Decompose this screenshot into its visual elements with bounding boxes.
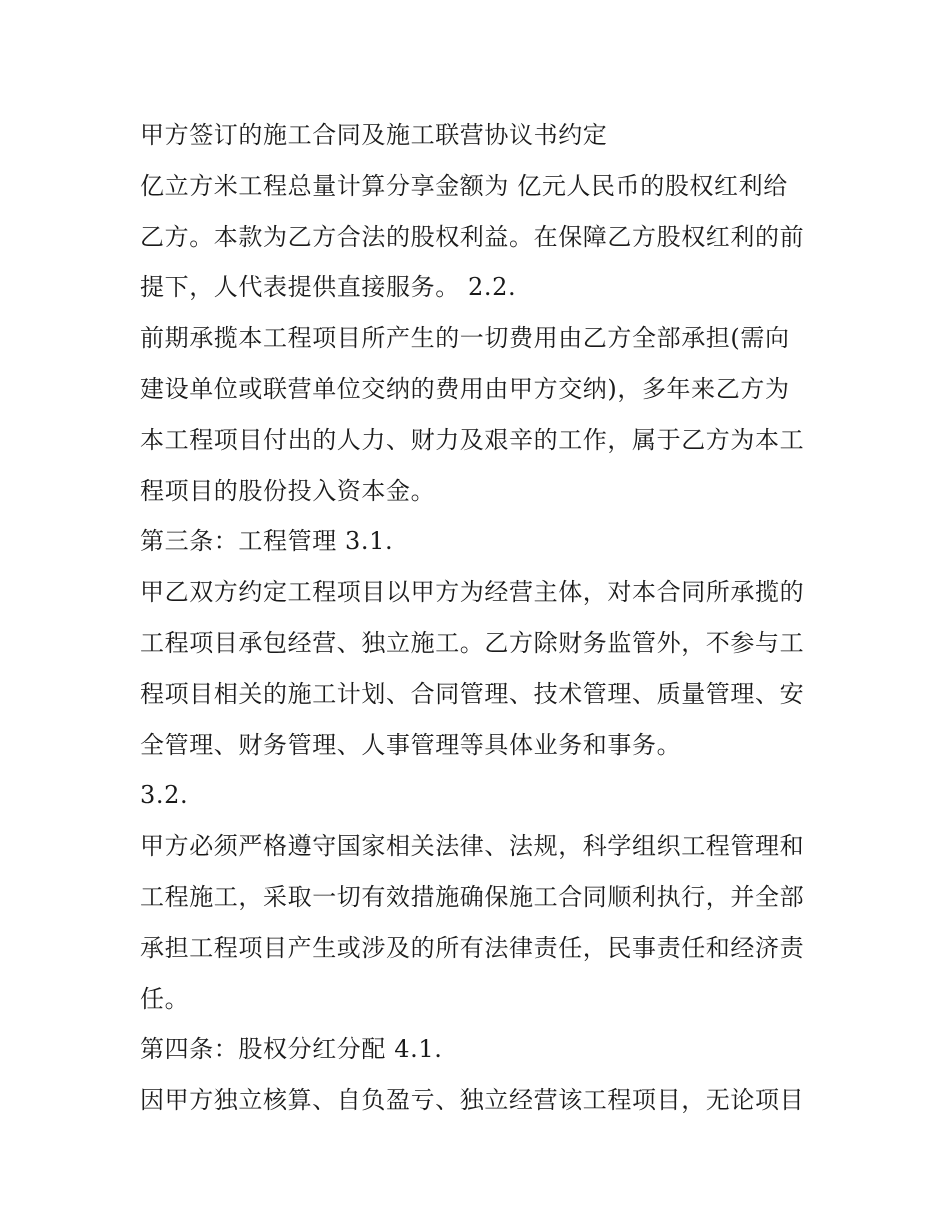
text-line: 建设单位或联营单位交纳的费用由甲方交纳)，多年来乙方为 bbox=[140, 374, 790, 403]
text-line: 亿立方米工程总量计算分享金额为 亿元人民币的股权红利给 bbox=[140, 171, 788, 200]
text-line: 程项目相关的施工计划、合同管理、技术管理、质量管理、安 bbox=[140, 679, 805, 708]
text-line: 甲方签订的施工合同及施工联营协议书约定 bbox=[140, 121, 608, 149]
text-line: 本工程项目付出的人力、财力及艰辛的工作，属于乙方为本工 bbox=[140, 425, 805, 454]
text-line: 提下，人代表提供直接服务。 2.2. bbox=[140, 273, 517, 302]
text-line: 承担工程项目产生或涉及的所有法律责任，民事责任和经济责 bbox=[140, 933, 805, 962]
text-line: 甲乙双方约定工程项目以甲方为经营主体，对本合同所承揽的 bbox=[140, 578, 805, 607]
text-line: 因甲方独立核算、自负盈亏、独立经营该工程项目，无论项目 bbox=[140, 1086, 805, 1115]
text-line: 甲方必须严格遵守国家相关法律、法规，科学组织工程管理和 bbox=[140, 832, 805, 861]
contract-text-block bbox=[140, 110, 830, 1126]
text-line: 全管理、财务管理、人事管理等具体业务和事务。 bbox=[140, 730, 682, 759]
text-line: 前期承揽本工程项目所产生的一切费用由乙方全部承担(需向 bbox=[140, 324, 790, 353]
section-heading-4: 第四条：股权分红分配 4.1. bbox=[140, 1035, 443, 1064]
clause-number: 3.2. bbox=[140, 781, 189, 810]
text-line: 任。 bbox=[140, 984, 190, 1013]
section-heading-3: 第三条：工程管理 3.1. bbox=[140, 527, 394, 556]
text-line: 乙方。本款为乙方合法的股权利益。在保障乙方股权红利的前 bbox=[140, 222, 805, 251]
text-line: 工程项目承包经营、独立施工。乙方除财务监管外，不参与工 bbox=[140, 628, 805, 657]
text-line: 工程施工，采取一切有效措施确保施工合同顺利执行，并全部 bbox=[140, 882, 805, 911]
text-line: 程项目的股份投入资本金。 bbox=[140, 476, 436, 505]
